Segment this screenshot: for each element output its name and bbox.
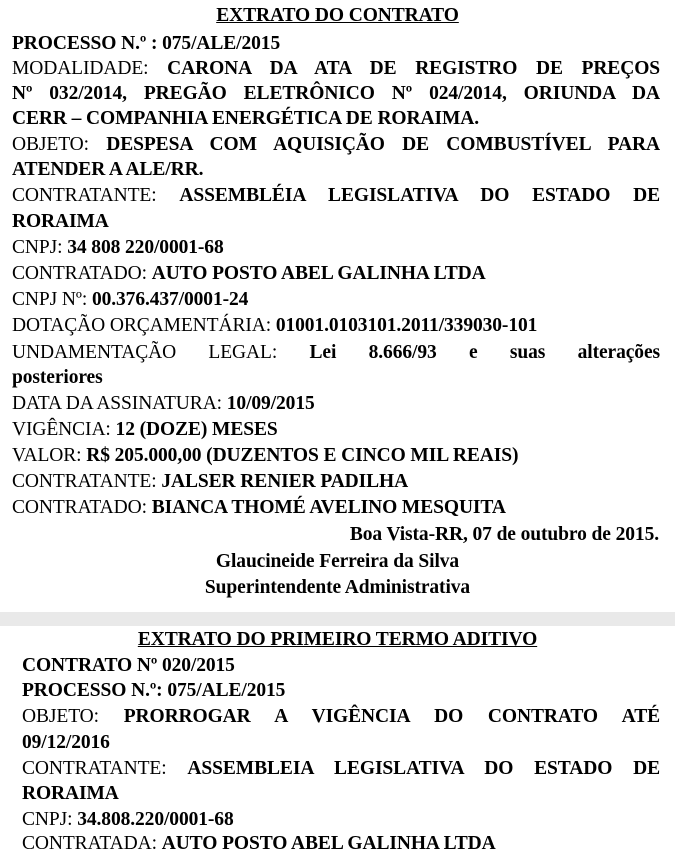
contratado-signatory-value: BIANCA THOMÉ AVELINO MESQUITA [151, 497, 506, 518]
vigencia-line [12, 418, 278, 442]
fundamentacao-value-1: Lei 8.666/93 e suas alterações [309, 342, 660, 363]
amendment-title: EXTRATO DO PRIMEIRO TERMO ADITIVO [137, 629, 538, 650]
amendment-processo: PROCESSO N.º: 075/ALE/2015 [22, 680, 286, 701]
contratado-line [12, 262, 486, 286]
section-divider [0, 612, 675, 626]
amendment-extract [0, 626, 675, 854]
contratado-label: CONTRATADO: [12, 263, 147, 284]
dotacao-value: 01001.0103101.2011/339030-101 [275, 315, 538, 336]
contratante-value-1: ASSEMBLÉIA LEGISLATIVA DO ESTADO DE [179, 185, 660, 206]
amendment-cnpj-line [22, 808, 234, 832]
objeto-line-1 [12, 133, 660, 157]
cnpj-label: CNPJ: [12, 237, 63, 258]
amendment-objeto-value-2: 09/12/2016 [22, 732, 110, 753]
cnpj-n-value: 00.376.437/0001-24 [91, 289, 249, 310]
amendment-objeto-label: OBJETO: [22, 706, 99, 727]
valor-label: VALOR: [12, 445, 82, 466]
cnpj-value: 34 808 220/0001-68 [67, 237, 224, 258]
contratante-signatory-value: JALSER RENIER PADILHA [161, 471, 409, 492]
data-assinatura-value: 10/09/2015 [226, 393, 315, 414]
cnpj-line [12, 236, 224, 260]
contratado-signatory-line [12, 496, 506, 520]
modalidade-value-3: CERR – COMPANHIA ENERGÉTICA DE RORAIMA. [12, 108, 480, 129]
amendment-objeto-line-1 [22, 705, 660, 729]
cnpj-n-label: CNPJ Nº: [12, 289, 88, 310]
cnpj-n-line [12, 288, 248, 312]
modalidade-value-2: Nº 032/2014, PREGÃO ELETRÔNICO Nº 024/2014, ORIUNDA DA [12, 83, 660, 104]
objeto-value-1: DESPESA COM AQUISIÇÃO DE COMBUSTÍVEL PARA [106, 134, 660, 155]
contract-title: EXTRATO DO CONTRATO [216, 5, 459, 26]
contratante-value-2: RORAIMA [12, 211, 109, 232]
contratante-signatory-line [12, 470, 408, 494]
signer-name: Glaucineide Ferreira da Silva [215, 551, 460, 572]
contratante-line-1 [12, 184, 660, 208]
amendment-objeto-value-1: PRORROGAR A VIGÊNCIA DO CONTRATO ATÉ [123, 706, 661, 727]
contract-processo: PROCESSO N.º : 075/ALE/2015 [12, 33, 281, 54]
modalidade-line-1 [12, 57, 660, 81]
amendment-cnpj-value: 34.808.220/0001-68 [77, 809, 234, 830]
amendment-cnpj-label: CNPJ: [22, 809, 73, 830]
amendment-contratada-line [22, 832, 496, 856]
signer-role: Superintendente Administrativa [204, 577, 471, 598]
amendment-contrato: CONTRATO Nº 020/2015 [22, 655, 235, 676]
amendment-contratante-value-1: ASSEMBLEIA LEGISLATIVA DO ESTADO DE [187, 758, 660, 779]
contratante-label: CONTRATANTE: [12, 185, 157, 206]
amendment-contratada-value: AUTO POSTO ABEL GALINHA LTDA [161, 833, 496, 854]
valor-line [12, 444, 518, 468]
vigencia-label: VIGÊNCIA: [12, 419, 111, 440]
amendment-contratada-label: CONTRATADA: [22, 833, 157, 854]
objeto-label: OBJETO: [12, 134, 89, 155]
fundamentacao-value-2: posteriores [12, 367, 103, 388]
modalidade-label: MODALIDADE: [12, 58, 149, 79]
fundamentacao-label: UNDAMENTAÇÃO LEGAL: [12, 342, 278, 363]
modalidade-value-1: CARONA DA ATA DE REGISTRO DE PREÇOS [167, 58, 661, 79]
valor-value: R$ 205.000,00 (DUZENTOS E CINCO MIL REAIS) [86, 445, 519, 466]
amendment-contratante-line-1 [22, 757, 660, 781]
place-date: Boa Vista-RR, 07 de outubro de 2015. [349, 524, 659, 545]
contratado-value: AUTO POSTO ABEL GALINHA LTDA [151, 263, 486, 284]
objeto-value-2: ATENDER A ALE/RR. [12, 159, 204, 180]
amendment-contratante-label: CONTRATANTE: [22, 758, 167, 779]
fundamentacao-line-1 [12, 341, 660, 365]
data-assinatura-line [12, 392, 315, 416]
amendment-contratante-value-2: RORAIMA [22, 783, 119, 804]
vigencia-value: 12 (DOZE) MESES [115, 419, 278, 440]
contratado-signatory-label: CONTRATADO: [12, 497, 147, 518]
dotacao-line [12, 314, 537, 338]
contratante-signatory-label: CONTRATANTE: [12, 471, 157, 492]
dotacao-label: DOTAÇÃO ORÇAMENTÁRIA: [12, 315, 272, 336]
data-assinatura-label: DATA DA ASSINATURA: [12, 393, 222, 414]
